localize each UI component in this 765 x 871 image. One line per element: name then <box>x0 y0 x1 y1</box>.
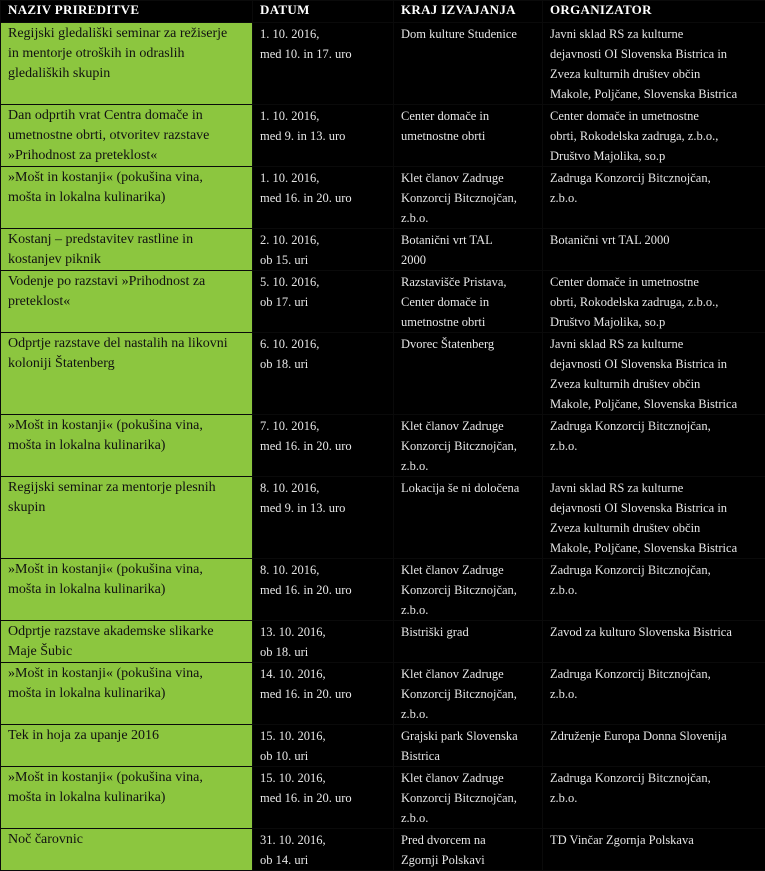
event-name-cell <box>1 23 253 105</box>
event-date-line: 1. 10. 2016, <box>260 168 388 188</box>
event-date-cell <box>253 663 394 725</box>
event-name-cell <box>1 229 253 271</box>
table-row <box>1 767 765 829</box>
event-organizer-line: z.b.o. <box>550 436 760 456</box>
event-place-line: Dvorec Štatenberg <box>401 334 537 354</box>
event-name-cell <box>1 105 253 167</box>
event-place-cell <box>394 621 543 663</box>
event-place-line: Grajski park Slovenska <box>401 726 537 746</box>
event-place-cell <box>394 333 543 415</box>
event-organizer-line: Združenje Europa Donna Slovenija <box>550 726 760 746</box>
event-place-line: Klet članov Zadruge <box>401 664 537 684</box>
event-place-cell <box>394 271 543 333</box>
event-name-line: umetnostne obrti, otvoritev razstave <box>8 126 247 146</box>
event-place-line: z.b.o. <box>401 808 537 828</box>
event-name-line: »Mošt in kostanji« (pokušina vina, <box>8 664 247 684</box>
event-date-cell <box>253 167 394 229</box>
event-name-line: preteklost« <box>8 292 247 312</box>
event-organizer-cell <box>543 229 765 271</box>
event-organizer-line: Zadruga Konzorcij Bitcznojčan, <box>550 560 760 580</box>
event-organizer-line: Javni sklad RS za kulturne <box>550 478 760 498</box>
table-row <box>1 105 765 167</box>
event-name-line: »Mošt in kostanji« (pokušina vina, <box>8 416 247 436</box>
table-row <box>1 23 765 105</box>
event-name-line: Maje Šubic <box>8 642 247 662</box>
event-date-line: med 10. in 17. uro <box>260 44 388 64</box>
event-date-line: 13. 10. 2016, <box>260 622 388 642</box>
event-name-line: »Prihodnost za preteklost« <box>8 146 247 166</box>
event-place-cell <box>394 725 543 767</box>
table-row <box>1 333 765 415</box>
event-name-cell <box>1 271 253 333</box>
event-name-line: Vodenje po razstavi »Prihodnost za <box>8 272 247 292</box>
table-row <box>1 271 765 333</box>
event-organizer-line: Zadruga Konzorcij Bitcznojčan, <box>550 416 760 436</box>
event-organizer-line: Zveza kulturnih društev občin <box>550 518 760 538</box>
event-organizer-line: Zveza kulturnih društev občin <box>550 374 760 394</box>
event-date-cell <box>253 23 394 105</box>
event-organizer-line: Javni sklad RS za kulturne <box>550 334 760 354</box>
event-date-line: 15. 10. 2016, <box>260 726 388 746</box>
table-row <box>1 477 765 559</box>
event-place-line: Konzorcij Bitcznojčan, <box>401 188 537 208</box>
event-date-line: 1. 10. 2016, <box>260 106 388 126</box>
event-name-line: mošta in lokalna kulinarika) <box>8 788 247 808</box>
event-date-cell <box>253 621 394 663</box>
table-row <box>1 415 765 477</box>
event-date-line: ob 14. uri <box>260 850 388 870</box>
event-name-cell <box>1 415 253 477</box>
event-place-cell <box>394 559 543 621</box>
event-organizer-line: Javni sklad RS za kulturne <box>550 24 760 44</box>
event-date-line: 8. 10. 2016, <box>260 560 388 580</box>
event-organizer-line: obrti, Rokodelska zadruga, z.b.o., <box>550 126 760 146</box>
event-date-cell <box>253 767 394 829</box>
event-name-cell <box>1 167 253 229</box>
event-date-line: med 16. in 20. uro <box>260 188 388 208</box>
event-date-line: 8. 10. 2016, <box>260 478 388 498</box>
column-header-name: NAZIV PRIREDITVE <box>1 1 253 23</box>
event-place-line: 2000 <box>401 250 537 270</box>
event-organizer-cell <box>543 621 765 663</box>
event-place-cell <box>394 767 543 829</box>
event-date-line: 7. 10. 2016, <box>260 416 388 436</box>
event-name-cell <box>1 333 253 415</box>
event-organizer-cell <box>543 829 765 871</box>
event-organizer-cell <box>543 271 765 333</box>
event-date-line: ob 10. uri <box>260 746 388 766</box>
table-row <box>1 229 765 271</box>
event-organizer-line: dejavnosti OI Slovenska Bistrica in <box>550 354 760 374</box>
event-date-cell <box>253 477 394 559</box>
event-date-line: 2. 10. 2016, <box>260 230 388 250</box>
event-place-line: Bistrica <box>401 746 537 766</box>
event-name-line: Dan odprtih vrat Centra domače in <box>8 106 247 126</box>
event-place-line: z.b.o. <box>401 600 537 620</box>
event-place-line: z.b.o. <box>401 208 537 228</box>
event-organizer-line: Makole, Poljčane, Slovenska Bistrica <box>550 84 760 104</box>
event-organizer-line: Center domače in umetnostne <box>550 106 760 126</box>
event-organizer-line: Zadruga Konzorcij Bitcznojčan, <box>550 168 760 188</box>
event-place-cell <box>394 829 543 871</box>
event-place-line: Center domače in <box>401 292 537 312</box>
event-name-cell <box>1 829 253 871</box>
event-place-line: Dom kulture Studenice <box>401 24 537 44</box>
table-row <box>1 663 765 725</box>
event-organizer-line: obrti, Rokodelska zadruga, z.b.o., <box>550 292 760 312</box>
event-place-line: Pred dvorcem na <box>401 830 537 850</box>
event-organizer-line: Botanični vrt TAL 2000 <box>550 230 760 250</box>
event-organizer-cell <box>543 767 765 829</box>
event-date-cell <box>253 333 394 415</box>
event-name-cell <box>1 663 253 725</box>
event-name-line: koloniji Štatenberg <box>8 354 247 374</box>
table-row <box>1 167 765 229</box>
event-date-line: 15. 10. 2016, <box>260 768 388 788</box>
event-organizer-line: Zadruga Konzorcij Bitcznojčan, <box>550 768 760 788</box>
event-date-line: 5. 10. 2016, <box>260 272 388 292</box>
event-date-line: med 9. in 13. uro <box>260 126 388 146</box>
event-place-line: Bistriški grad <box>401 622 537 642</box>
event-date-cell <box>253 725 394 767</box>
event-place-line: Lokacija še ni določena <box>401 478 537 498</box>
event-organizer-line: z.b.o. <box>550 684 760 704</box>
event-date-line: med 16. in 20. uro <box>260 580 388 600</box>
event-place-line: Konzorcij Bitcznojčan, <box>401 436 537 456</box>
event-date-cell <box>253 559 394 621</box>
event-date-line: med 16. in 20. uro <box>260 436 388 456</box>
event-organizer-cell <box>543 477 765 559</box>
event-organizer-line: Zavod za kulturo Slovenska Bistrica <box>550 622 760 642</box>
event-name-line: Odprtje razstave akademske slikarke <box>8 622 247 642</box>
event-organizer-cell <box>543 167 765 229</box>
event-place-line: Klet članov Zadruge <box>401 768 537 788</box>
column-header-place: KRAJ IZVAJANJA <box>394 1 543 23</box>
event-date-line: 6. 10. 2016, <box>260 334 388 354</box>
event-name-line: mošta in lokalna kulinarika) <box>8 436 247 456</box>
event-place-line: Zgornji Polskavi <box>401 850 537 870</box>
event-date-line: ob 18. uri <box>260 354 388 374</box>
event-name-line: kostanjev piknik <box>8 250 247 270</box>
event-name-line: Kostanj – predstavitev rastline in <box>8 230 247 250</box>
header-row <box>1 1 765 23</box>
table-row <box>1 725 765 767</box>
event-date-cell <box>253 105 394 167</box>
event-organizer-cell <box>543 23 765 105</box>
column-header-date: DATUM <box>253 1 394 23</box>
event-place-line: z.b.o. <box>401 704 537 724</box>
event-name-cell <box>1 725 253 767</box>
event-name-cell <box>1 767 253 829</box>
event-date-line: med 16. in 20. uro <box>260 788 388 808</box>
event-organizer-line: z.b.o. <box>550 188 760 208</box>
event-name-line: Tek in hoja za upanje 2016 <box>8 726 247 746</box>
event-place-cell <box>394 415 543 477</box>
event-name-line: skupin <box>8 498 247 518</box>
event-place-cell <box>394 229 543 271</box>
event-organizer-line: Društvo Majolika, so.p <box>550 146 760 166</box>
event-date-line: med 16. in 20. uro <box>260 684 388 704</box>
event-place-line: Klet članov Zadruge <box>401 168 537 188</box>
event-organizer-line: Zadruga Konzorcij Bitcznojčan, <box>550 664 760 684</box>
event-place-cell <box>394 477 543 559</box>
event-place-cell <box>394 167 543 229</box>
event-organizer-cell <box>543 559 765 621</box>
event-place-cell <box>394 663 543 725</box>
event-organizer-line: dejavnosti OI Slovenska Bistrica in <box>550 44 760 64</box>
event-date-line: ob 15. uri <box>260 250 388 270</box>
event-organizer-line: Makole, Poljčane, Slovenska Bistrica <box>550 538 760 558</box>
event-place-line: Konzorcij Bitcznojčan, <box>401 684 537 704</box>
event-organizer-line: Makole, Poljčane, Slovenska Bistrica <box>550 394 760 414</box>
event-organizer-line: z.b.o. <box>550 788 760 808</box>
event-organizer-line: Društvo Majolika, so.p <box>550 312 760 332</box>
event-name-line: Regijski gledališki seminar za režiserje <box>8 24 247 44</box>
event-date-cell <box>253 829 394 871</box>
event-place-line: z.b.o. <box>401 456 537 476</box>
event-name-line: mošta in lokalna kulinarika) <box>8 188 247 208</box>
event-place-line: Klet članov Zadruge <box>401 416 537 436</box>
event-organizer-cell <box>543 725 765 767</box>
event-name-cell <box>1 621 253 663</box>
event-name-line: »Mošt in kostanji« (pokušina vina, <box>8 560 247 580</box>
event-date-cell <box>253 415 394 477</box>
event-place-line: Konzorcij Bitcznojčan, <box>401 580 537 600</box>
event-name-line: mošta in lokalna kulinarika) <box>8 684 247 704</box>
event-organizer-line: Zveza kulturnih društev občin <box>550 64 760 84</box>
event-place-line: Razstavišče Pristava, <box>401 272 537 292</box>
event-name-line: in mentorje otroških in odraslih <box>8 44 247 64</box>
event-place-line: Klet članov Zadruge <box>401 560 537 580</box>
event-organizer-cell <box>543 663 765 725</box>
event-organizer-line: TD Vinčar Zgornja Polskava <box>550 830 760 850</box>
event-name-line: »Mošt in kostanji« (pokušina vina, <box>8 168 247 188</box>
event-name-line: »Mošt in kostanji« (pokušina vina, <box>8 768 247 788</box>
event-date-line: med 9. in 13. uro <box>260 498 388 518</box>
event-organizer-cell <box>543 415 765 477</box>
event-name-line: Regijski seminar za mentorje plesnih <box>8 478 247 498</box>
event-place-line: Botanični vrt TAL <box>401 230 537 250</box>
event-organizer-cell <box>543 105 765 167</box>
table-row <box>1 829 765 871</box>
event-date-line: 14. 10. 2016, <box>260 664 388 684</box>
event-place-line: umetnostne obrti <box>401 126 537 146</box>
event-organizer-line: Center domače in umetnostne <box>550 272 760 292</box>
table-row <box>1 559 765 621</box>
event-place-line: umetnostne obrti <box>401 312 537 332</box>
event-date-line: 31. 10. 2016, <box>260 830 388 850</box>
event-name-line: Noč čarovnic <box>8 830 247 850</box>
event-place-line: Konzorcij Bitcznojčan, <box>401 788 537 808</box>
event-place-cell <box>394 105 543 167</box>
event-date-line: 1. 10. 2016, <box>260 24 388 44</box>
event-place-cell <box>394 23 543 105</box>
event-name-cell <box>1 477 253 559</box>
event-place-line: Center domače in <box>401 106 537 126</box>
event-name-line: mošta in lokalna kulinarika) <box>8 580 247 600</box>
event-date-cell <box>253 271 394 333</box>
event-organizer-line: dejavnosti OI Slovenska Bistrica in <box>550 498 760 518</box>
event-date-line: ob 17. uri <box>260 292 388 312</box>
event-name-cell <box>1 559 253 621</box>
event-organizer-line: z.b.o. <box>550 580 760 600</box>
event-date-cell <box>253 229 394 271</box>
event-name-line: Odprtje razstave del nastalih na likovni <box>8 334 247 354</box>
event-organizer-cell <box>543 333 765 415</box>
column-header-organizer: ORGANIZATOR <box>543 1 765 23</box>
event-name-line: gledaliških skupin <box>8 64 247 84</box>
event-date-line: ob 18. uri <box>260 642 388 662</box>
table-row <box>1 621 765 663</box>
